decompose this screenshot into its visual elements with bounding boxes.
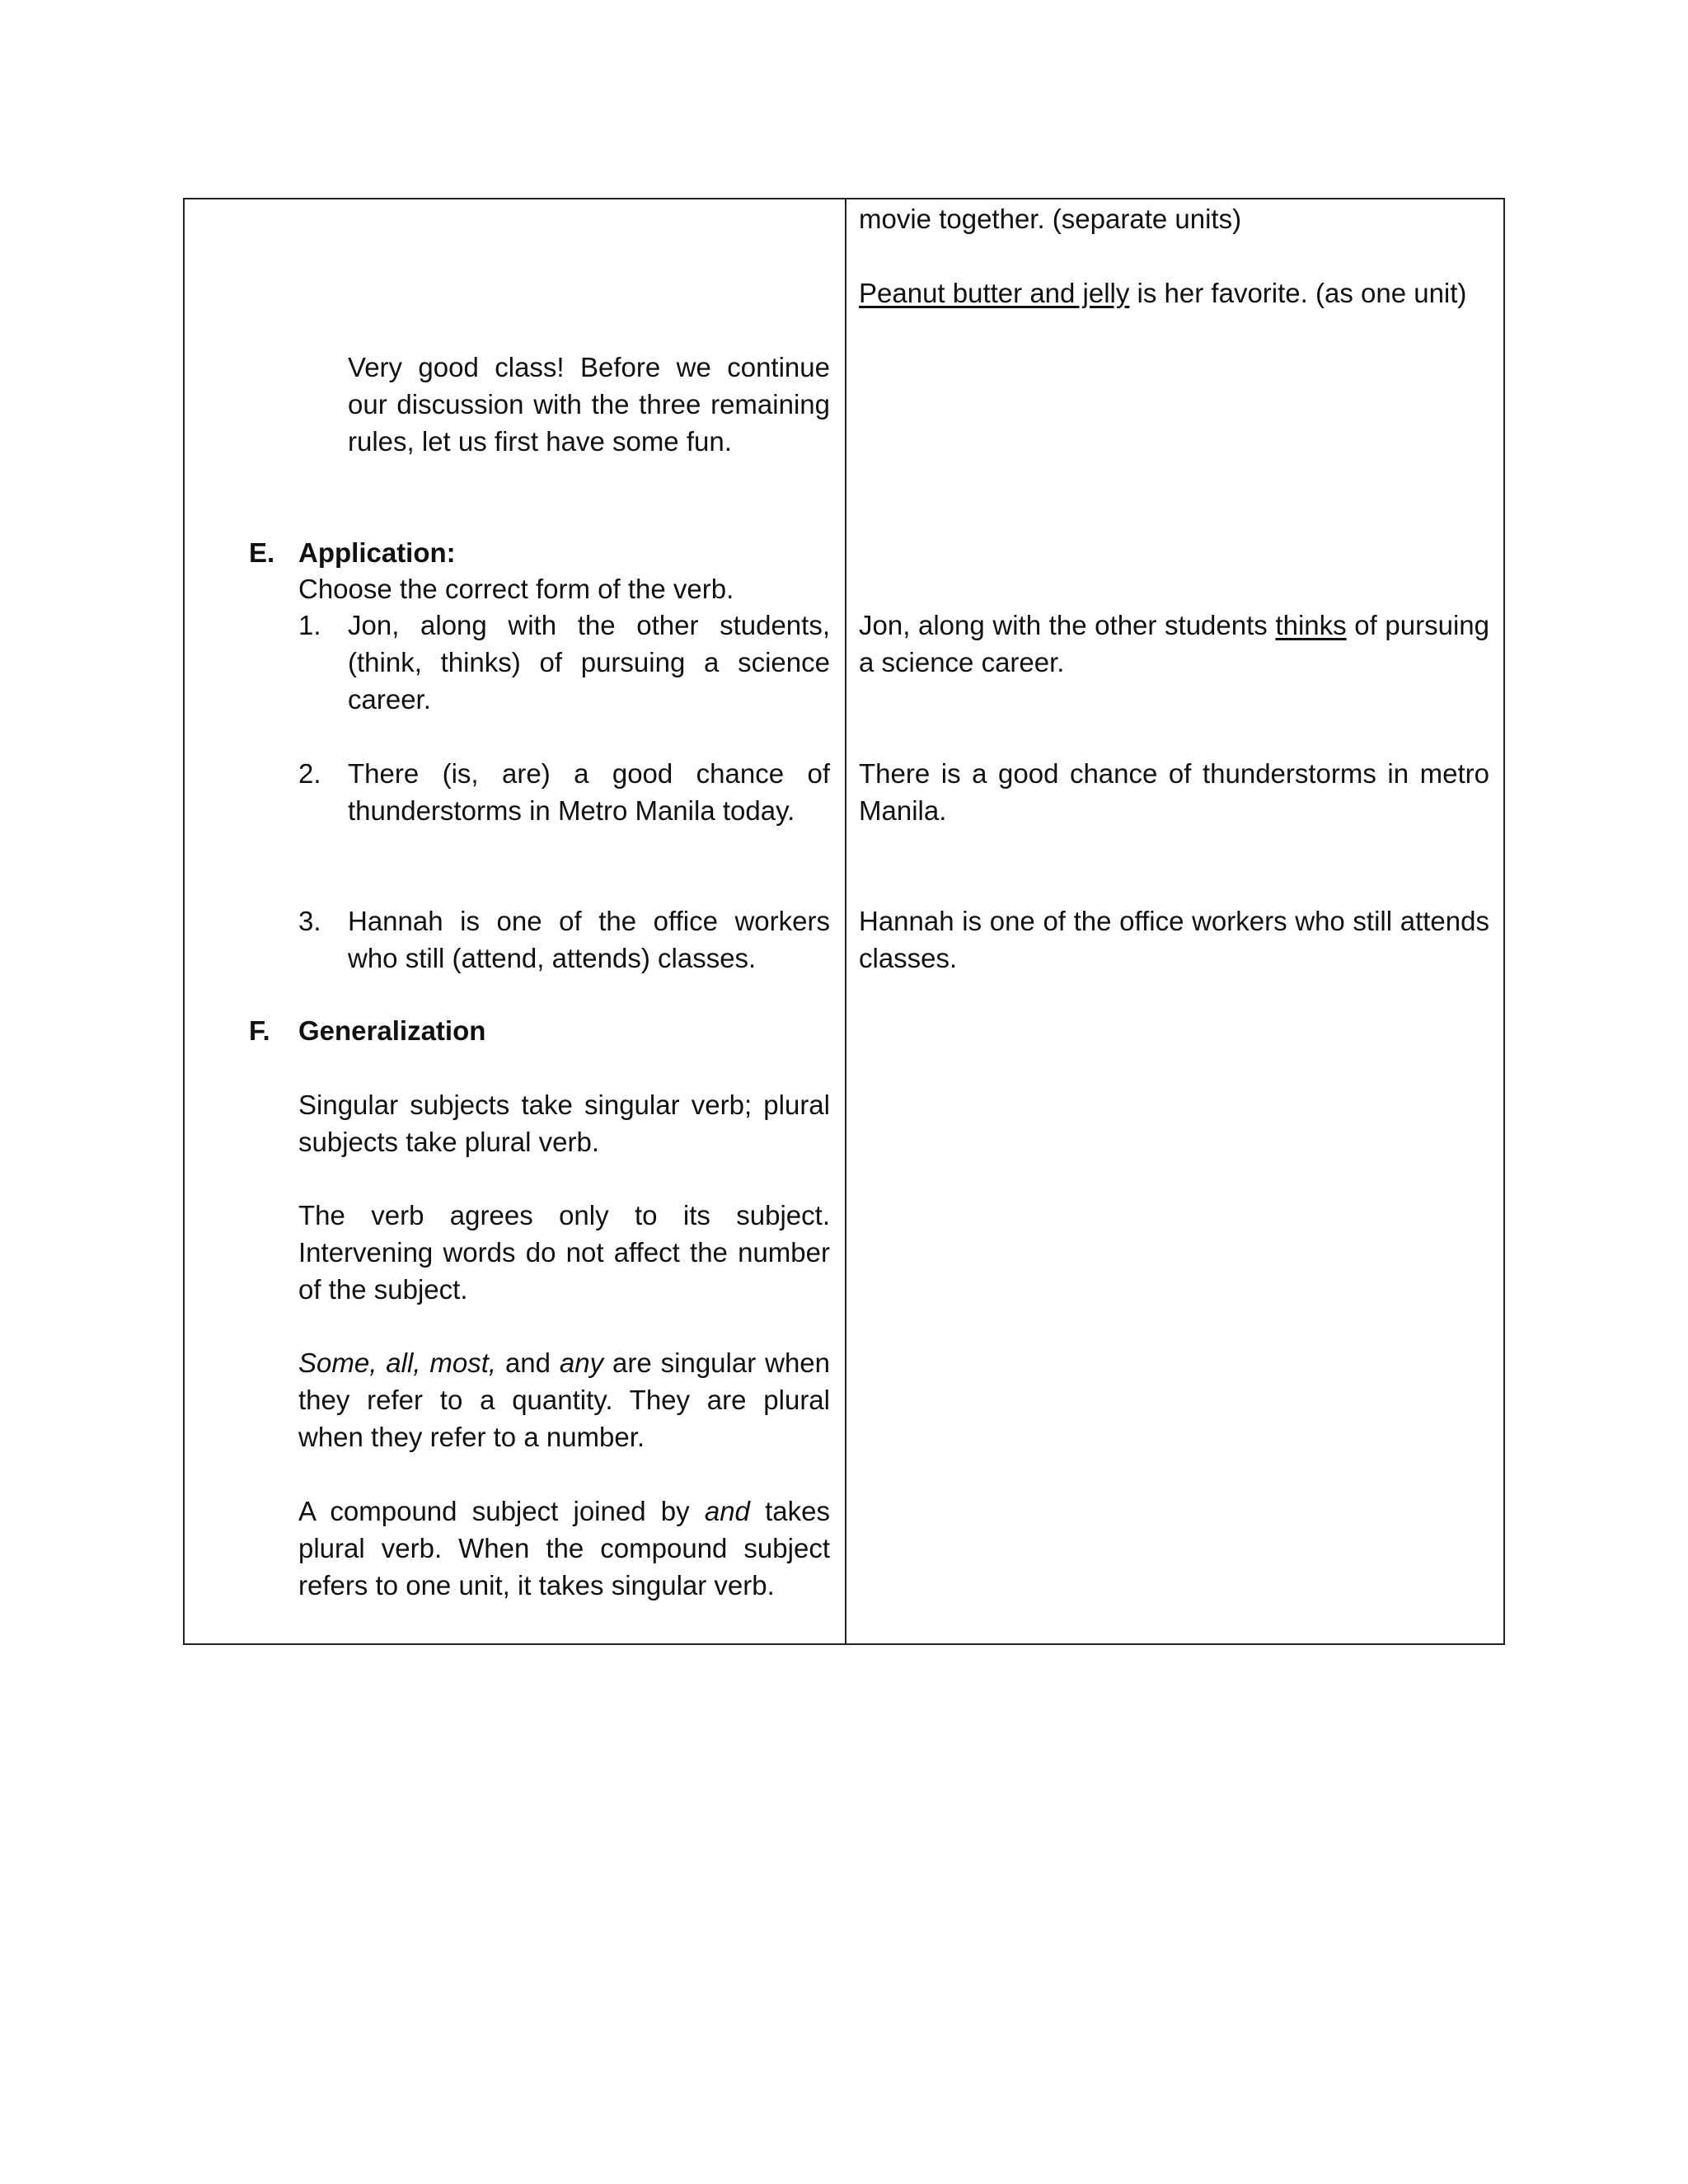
- column-divider: [845, 199, 846, 1643]
- generalization-rule-3: Some, all, most, and any are singular when they refer to a quantity. They are plural when they refer to a number.: [298, 1347, 830, 1452]
- generalization-heading: Generalization: [298, 1015, 486, 1046]
- answer-1-verb: thinks: [1275, 610, 1347, 640]
- application-instruction: Choose the correct form of the verb.: [298, 574, 734, 604]
- compound-subject-underlined: Peanut butter and jelly: [859, 278, 1130, 308]
- item-3-text: Hannah is one of the office workers who still (attend, attends) classes.: [348, 906, 830, 973]
- generalization-rule-2: The verb agrees only to its subject. Intervening words do not affect the number of the subject.: [298, 1200, 830, 1305]
- application-heading: Application:: [298, 537, 456, 568]
- item-2-text: There (is, are) a good chance of thunderstorms in Metro Manila today.: [348, 758, 830, 826]
- item-1-number: 1.: [298, 610, 321, 640]
- item-2-number: 2.: [298, 758, 321, 789]
- transition-text: Very good class! Before we continue our discussion with the three remaining rules, let us first have some fun.: [348, 352, 830, 457]
- item-1-text: Jon, along with the other students, (think, thinks) of pursuing a science career.: [348, 610, 830, 715]
- answer-2: There is a good chance of thunderstorms in metro Manila.: [859, 758, 1489, 826]
- generalization-rule-1: Singular subjects take singular verb; plural subjects take plural verb.: [298, 1090, 830, 1157]
- generalization-rule-4: A compound subject joined by and takes plural verb. When the compound subject refers to one unit, it takes singular verb.: [298, 1496, 830, 1601]
- item-3-number: 3.: [298, 906, 321, 936]
- compound-example-separate: movie together. (separate units): [859, 204, 1242, 234]
- generalization-letter: F.: [249, 1015, 270, 1046]
- application-letter: E.: [249, 537, 275, 568]
- answer-1: Jon, along with the other students thinks of pursuing a science career.: [859, 610, 1490, 677]
- answer-3: Hannah is one of the office workers who still attends classes.: [859, 906, 1489, 973]
- compound-example-one-unit: Peanut butter and jelly is her favorite. (as one unit): [859, 278, 1467, 308]
